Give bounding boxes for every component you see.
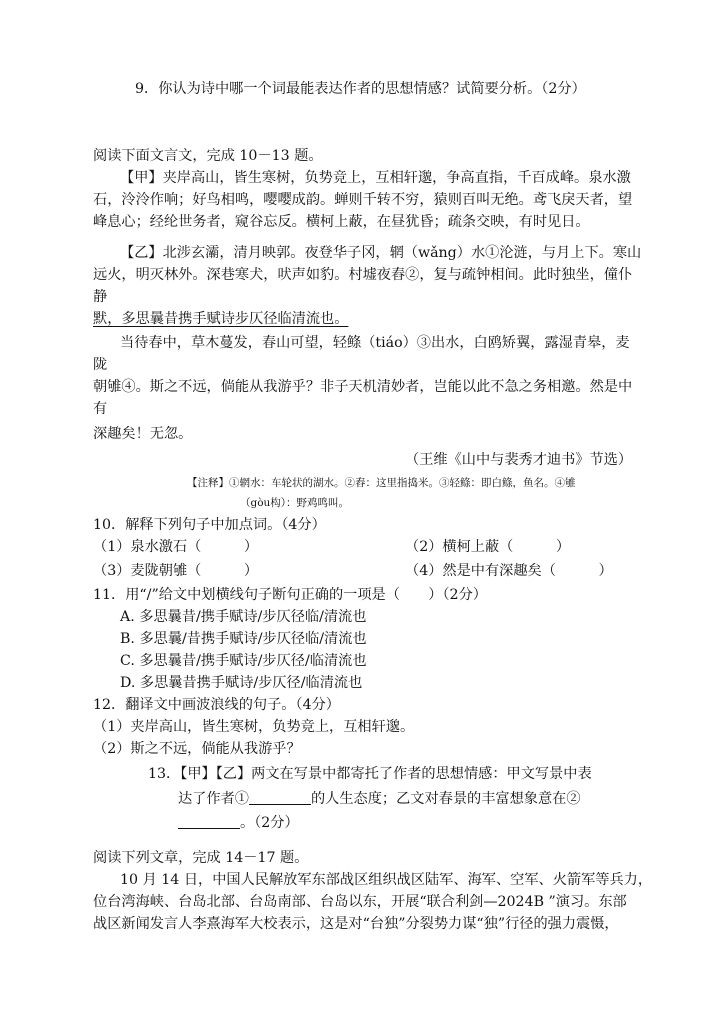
passage-yi-line-8: 有 xyxy=(93,401,108,417)
passage-yi-line-5: 当待春中，草木蔓发，春山可望，轻鲦（tiáo）③出水，白鸥矫翼，露湿青皋，麦 xyxy=(120,335,630,351)
answer-blank-1[interactable] xyxy=(249,790,311,805)
reading-intro-news: 阅读下列文章，完成 14－17 题。 xyxy=(93,850,309,866)
annotation-line-2: （gòu构）：野鸡鸣叫。 xyxy=(240,497,350,509)
passage-yi-line-2: 远火，明灭林外。深巷寒犬，吠声如豹。村墟夜舂②，复与疏钟相间。此时独坐，僮仆 xyxy=(93,267,633,283)
question-13-line-3 xyxy=(178,813,299,833)
question-11-option-c: C. 多思曩昔/携手赋诗/步仄径/临清流也 xyxy=(120,653,367,669)
passage-source: （王维《山中与裴秀才迪书》节选） xyxy=(405,452,633,468)
reading-intro-classical: 阅读下面文言文，完成 10－13 题。 xyxy=(93,148,323,164)
question-13-text-c: 。（2分） xyxy=(240,815,299,831)
question-11-option-b: B. 多思曩/昔携手赋诗/步仄径临/清流也 xyxy=(120,631,367,647)
question-10-item-4: （4）然是中有深趣矣（ ） xyxy=(405,563,613,579)
passage-yi-line-6: 陇 xyxy=(93,357,108,373)
passage-jia-line-2: 石，泠泠作响；好鸟相鸣，嘤嘤成韵。蝉则千转不穷，猿则百叫无绝。鸢飞戾天者，望 xyxy=(93,192,633,208)
question-11-title: 11．用“/”给文中划横线句子断句正确的一项是（ ）（2分） xyxy=(93,587,487,603)
question-13-line-2 xyxy=(178,789,581,809)
question-12-item-1: （1）夹岸高山，皆生寒树，负势竞上，互相轩邈。 xyxy=(93,719,415,735)
question-10-item-2: （2）横柯上蔽（ ） xyxy=(405,539,571,555)
passage-yi-line-3: 静 xyxy=(93,289,108,305)
news-line-2: 位台湾海峡、台岛北部、台岛南部、台岛以东，开展“联合利剑—2024B ”演习。东部 xyxy=(93,894,627,910)
question-10-item-1: （1）泉水激石（ ） xyxy=(93,539,259,555)
answer-blank-2[interactable] xyxy=(178,814,240,829)
question-13-text-a: 达了作者① xyxy=(178,791,249,807)
question-10-title: 10．解释下列句子中加点词。（4分） xyxy=(93,517,326,533)
question-11-option-a: A. 多思曩昔/携手赋诗/步仄径临/清流也 xyxy=(120,609,367,625)
annotation-line-1: 【注释】①辋水：车轮状的湖水。②舂：这里指捣米。③轻鲦：即白鲦，鱼名。④雊 xyxy=(187,477,576,489)
question-12-title: 12．翻译文中画波浪线的句子。（4分） xyxy=(93,697,340,713)
passage-yi-line-7: 朝雊④。斯之不远，倘能从我游乎？非子天机清妙者，岂能以此不急之务相邀。然是中 xyxy=(93,379,633,395)
question-11-option-d: D. 多思曩昔携手赋诗/步仄径/临清流也 xyxy=(120,675,363,691)
passage-jia-line-3: 峰息心；经纶世务者，窥谷忘反。横柯上蔽，在昼犹昏；疏条交映，有时见日。 xyxy=(93,214,590,230)
passage-jia-line-1: 【甲】夹岸高山，皆生寒树，负势竞上，互相轩邈，争高直指，千百成峰。泉水激 xyxy=(120,170,631,186)
question-13-line-1: 13．【甲】【乙】两文在写景中都寄托了作者的思想情感：甲文写景中表 xyxy=(148,766,592,782)
passage-yi-line-4-underlined: 默，多思曩昔携手赋诗步仄径临清流也。 xyxy=(93,311,349,327)
question-13-text-b: 的人生态度；乙文对春景的丰富想象意在② xyxy=(310,791,581,807)
news-line-3: 战区新闻发言人李熹海军大校表示，这是对“台独”分裂势力谋“独”行径的强力震慑， xyxy=(93,916,619,932)
question-9: 9．你认为诗中哪一个词最能表达作者的思想情感？试简要分析。（2分） xyxy=(135,81,586,97)
question-10-item-3: （3）麦陇朝雊（ ） xyxy=(93,563,259,579)
passage-yi-line-9: 深趣矣！无忽。 xyxy=(93,426,193,442)
question-12-item-2: （2）斯之不远，倘能从我游乎？ xyxy=(93,741,301,757)
news-line-1: 10 月 14 日，中国人民解放军东部战区组织战区陆军、海军、空军、火箭军等兵力， xyxy=(120,872,653,888)
passage-yi-line-1: 【乙】北涉玄灞，清月映郭。夜登华子冈，辋（wǎng）水①沦涟，与月上下。寒山 xyxy=(120,245,642,261)
